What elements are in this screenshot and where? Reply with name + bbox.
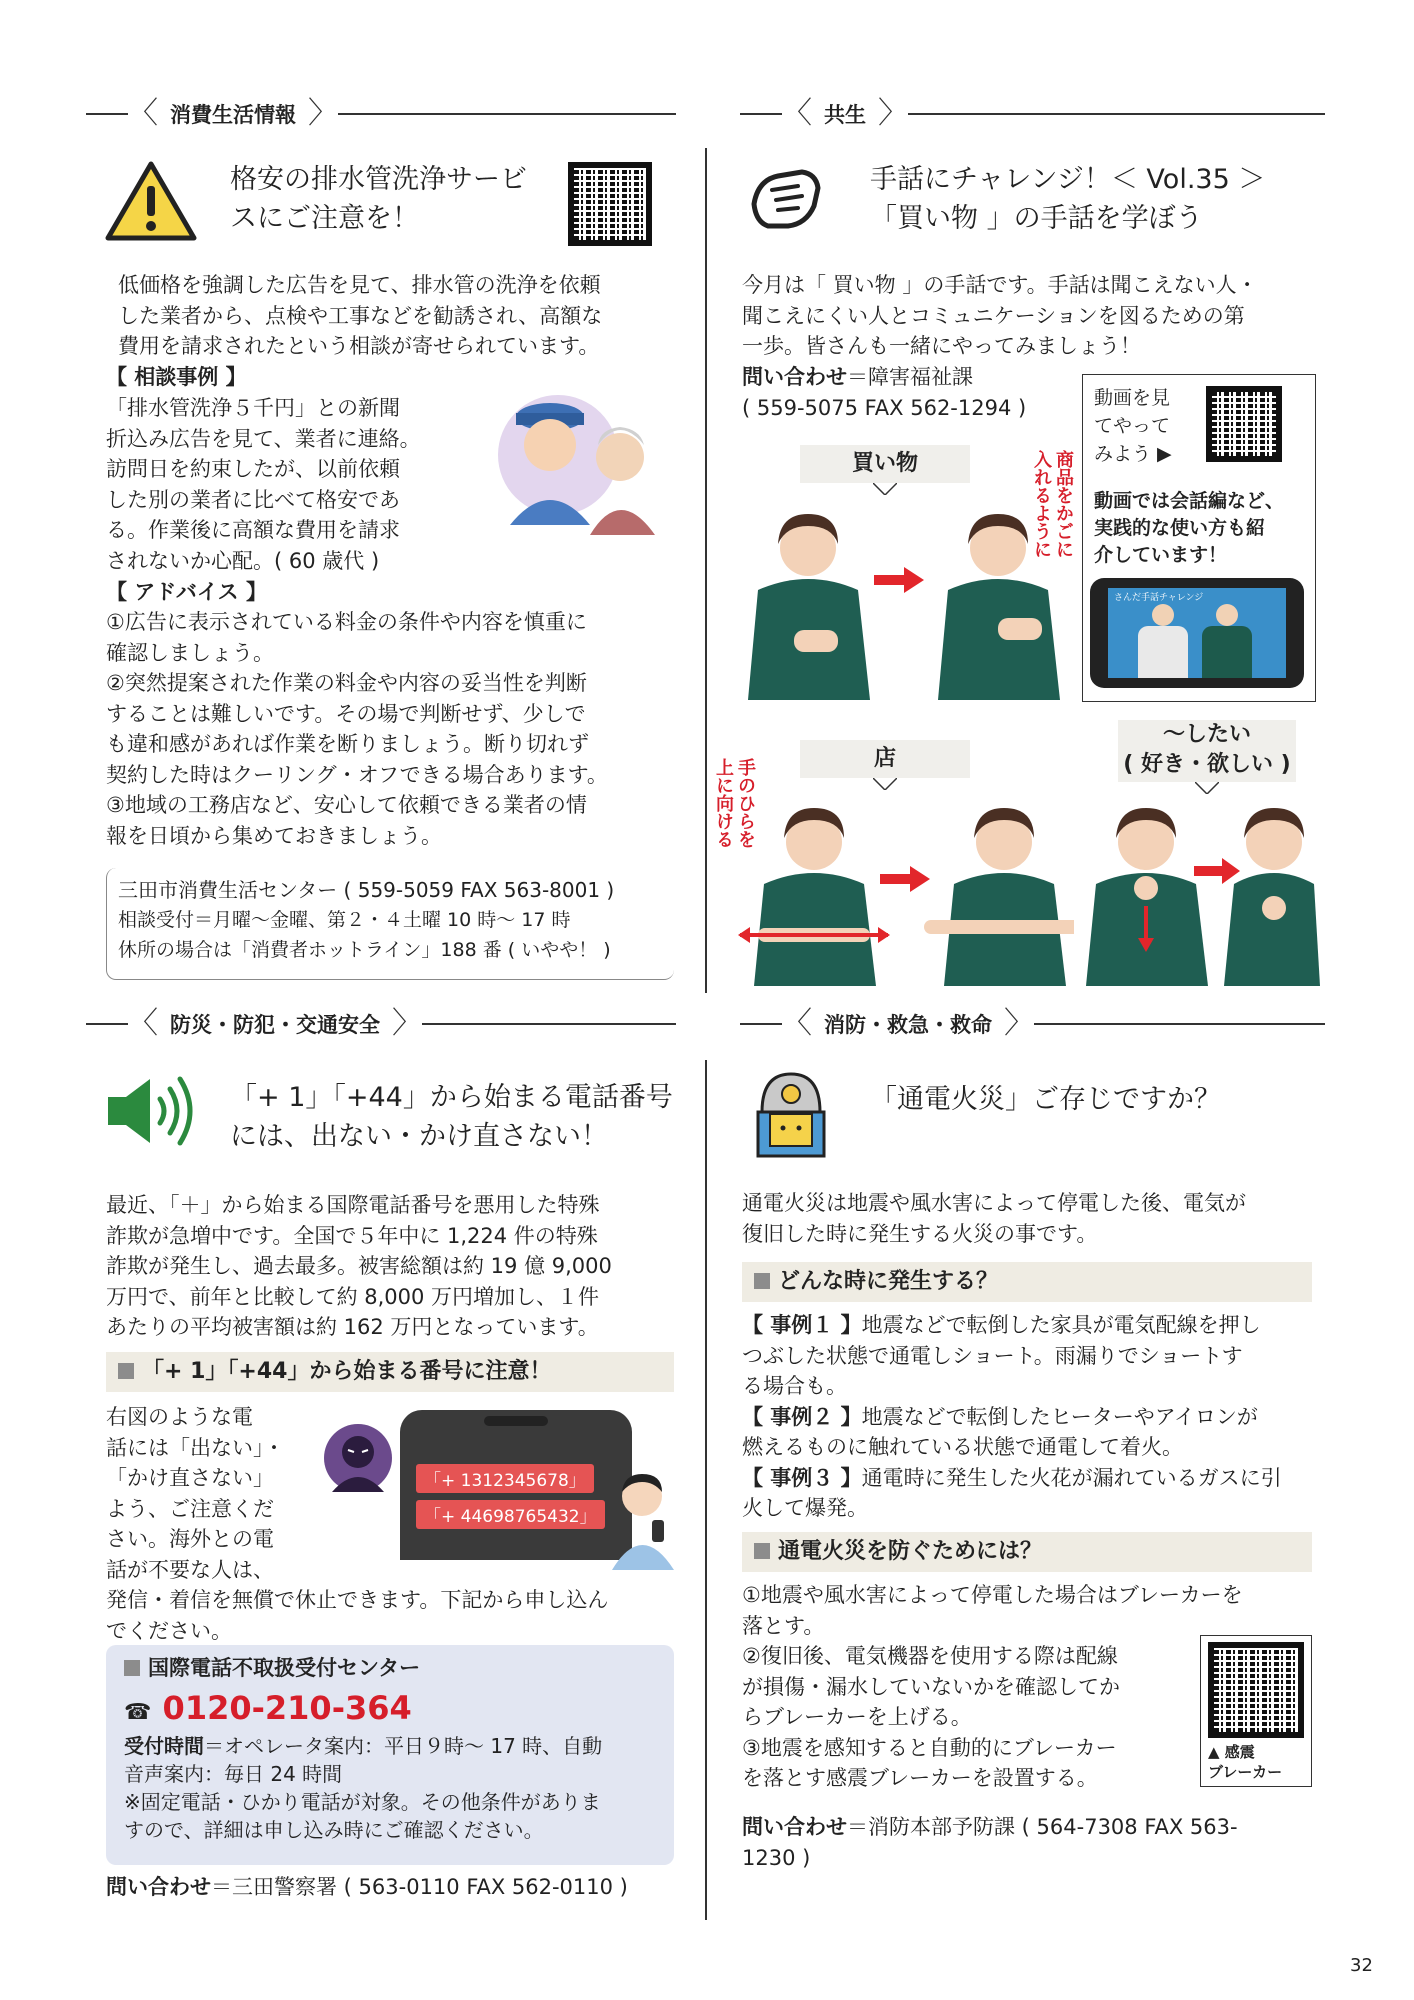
shobo-cases: 【 事例１ 】地震などで転倒した家具が電気配線を押し つぶした状態で通電しショート。雨漏りでショートす る場合も。 【 事例２ 】地震などで転倒したヒーターやアイロンが 燃えるものに触れている状態で通電して着火。 【 事例３ 】通電時に発生した火花が漏れているガスに引 火して爆発。 bbox=[742, 1313, 1282, 1520]
advice-text: ①広告に表示されている料金の条件や内容を慎重に 確認しましょう。 ②突然提案された作業の料金や内容の妥当性を判断 することは難しいです。その場で判断せず、少しで も違和感があれば作業を断りましょう。断り切れず 契約した時はクーリング・オフできる場合あります。 ③地域の工務店など、安心して依頼できる業者の情 報を日頃から集めておきましょう。 bbox=[106, 610, 608, 848]
section-header-bousai: 〈 防災・防犯・交通安全 〉 bbox=[86, 1004, 676, 1044]
qr-code[interactable] bbox=[568, 162, 652, 246]
qr-code[interactable] bbox=[1208, 1642, 1304, 1738]
case-text: 「排水管洗浄５千円」との新聞 折込み広告を見て、業者に連絡。 訪問日を約束したが、以前依頼 した別の業者に比べて格安であ る。作業後に高額な費用を請求 されないか心配。( 60 歳代 ) bbox=[106, 396, 421, 573]
sign1-note: 商品をかごに 入れるように bbox=[1031, 450, 1074, 558]
consumer-contact: 三田市消費生活センター ( 559-5059 FAX 563-8001 ) 相談受付＝月曜～金曜、第２・４土曜 10 時～ 17 時 休所の場合は「消費者ホットライン」188 番 ( いやや！ ) bbox=[118, 878, 615, 961]
bousai-contact: 問い合わせ＝三田警察署 ( 563-0110 FAX 562-0110 ) bbox=[106, 1875, 628, 1899]
bousai-subhead: 「+ 1」「+44」から始まる番号に注意！ bbox=[106, 1352, 674, 1392]
kyosei-intro: 今月は「 買い物 」の手話です。手話は聞こえない人・ 聞こえにくい人とコミュニケーションを図るための第 一歩。皆さんも一緒にやってみましょう！ bbox=[742, 273, 1258, 358]
phone-icon: ☎ bbox=[124, 1700, 152, 1725]
incoming-number-1: 「+ 1312345678」 bbox=[416, 1464, 594, 1493]
phone-caption: さんだ手話チャレンジ bbox=[1114, 593, 1204, 603]
page-number: 32 bbox=[1350, 1955, 1373, 1976]
warning-icon bbox=[104, 158, 198, 242]
bullet-square bbox=[754, 1273, 770, 1289]
kyosei-contact: 問い合わせ＝障害福祉課 bbox=[742, 365, 973, 389]
red-arrow bbox=[874, 567, 924, 593]
speaker-icon bbox=[106, 1075, 196, 1147]
center-phone[interactable]: ☎ 0120-210-364 bbox=[124, 1689, 412, 1727]
shobo-intro: 通電火災は地震や風水害によって停電した後、電気が 復旧した時に発生する火災の事です。 bbox=[742, 1191, 1246, 1246]
red-arrow bbox=[1194, 858, 1240, 884]
pointer bbox=[873, 778, 897, 790]
column-divider bbox=[705, 1060, 707, 1920]
handshake-icon bbox=[748, 160, 828, 236]
man-on-phone-icon bbox=[608, 1470, 678, 1570]
shobo-subhead-2: 通電火災を防ぐためには？ bbox=[742, 1532, 1312, 1572]
kyosei-contact-phone: ( 559-5075 FAX 562-1294 ) bbox=[742, 396, 1027, 420]
sign-photo-kaimono bbox=[728, 500, 1068, 700]
advice-heading: 【 アドバイス 】 bbox=[106, 580, 267, 604]
sign-photo-shitai bbox=[1082, 796, 1322, 986]
phone-illustration bbox=[400, 1410, 632, 1560]
consumer-intro: 低価格を強調した広告を見て、排水管の洗浄を依頼 した業者から、点検や工事などを勧誘され、高額な 費用を請求されたという相談が寄せられています。 bbox=[118, 273, 603, 358]
pointer bbox=[1195, 782, 1219, 794]
consultation-illustration bbox=[490, 385, 670, 535]
sign-photo-mise bbox=[734, 796, 1074, 986]
section-header-kyosei: 〈 共生 〉 bbox=[740, 94, 1325, 134]
firefighter-icon bbox=[748, 1068, 834, 1160]
bullet-square bbox=[754, 1543, 770, 1559]
section-title: 共生 bbox=[824, 103, 866, 127]
video-box-text: 動画を見 てやって みよう ▶ bbox=[1094, 387, 1172, 465]
shobo-prevent: ①地震や風水害によって停電した場合はブレーカーを 落とす。 ②復旧後、電気機器を使用する際は配線 が損傷・漏水していないかを確認してか らブレーカーを上げる。 ③地震を感知すると自動的にブレーカー を落とす感震ブレーカーを設置する。 bbox=[742, 1583, 1243, 1790]
shobo-subhead-1: どんな時に発生する？ bbox=[742, 1262, 1312, 1302]
section-header-consumer: 〈 消費生活情報 〉 bbox=[86, 94, 676, 134]
sign-label-kaimono: 買い物 bbox=[800, 445, 970, 483]
shobo-title: 「通電火災」ご存じですか？ bbox=[870, 1084, 1221, 1115]
sign-label-shitai: ～したい ( 好き・欲しい ) bbox=[1118, 720, 1296, 782]
bousai-intro: 最近、「＋」から始まる国際電話番号を悪用した特殊 詐欺が急増中です。全国で５年中に 1,224 件の特殊 詐欺が発生し、過去最多。被害総額は約 19 億 9,000 万円で、前年と比較して約 8,000 万円増加し、１件 あたりの平均被害額は約 162 万円となっています。 bbox=[106, 1193, 612, 1339]
center-name: 国際電話不取扱受付センター bbox=[124, 1652, 420, 1684]
pointer bbox=[873, 483, 897, 495]
case-heading: 【 相談事例 】 bbox=[106, 365, 247, 389]
bousai-note-2: 発信・着信を無償で休止できます。下記から申し込ん でください。 bbox=[106, 1588, 609, 1643]
incoming-number-2: 「+ 44698765432」 bbox=[416, 1500, 605, 1529]
consumer-title: 格安の排水管洗浄サービ スにご注意を！ bbox=[230, 164, 527, 234]
sign2-note: 手のひらを 上に向ける bbox=[713, 758, 756, 848]
kyosei-title: 手話にチャレンジ！＜ Vol.35 ＞ 「買い物 」の手話を学ぼう bbox=[870, 164, 1266, 234]
section-title: 消費生活情報 bbox=[170, 103, 296, 127]
red-arrow bbox=[880, 866, 930, 892]
shobo-contact: 問い合わせ＝消防本部予防課 ( 564-7308 FAX 563- 1230 ) bbox=[742, 1815, 1238, 1870]
scammer-icon bbox=[318, 1418, 398, 1498]
center-hours: 受付時間＝オペレータ案内：平日９時～ 17 時、自動 音声案内：毎日 24 時間 ※固定電話・ひかり電話が対象。その他条件がありま すので、詳細は申し込み時にご確認ください。 bbox=[124, 1734, 603, 1842]
section-title: 防災・防犯・交通安全 bbox=[170, 1013, 380, 1037]
video-note: 動画では会話編など、 実践的な使い方も紹 介しています！ bbox=[1094, 490, 1285, 566]
bousai-note: 右図のような電 話には「出ない」・ 「かけ直さない」 よう、ご注意くだ さい。海外との電 話が不要な人は、 bbox=[106, 1405, 285, 1582]
qr-code[interactable] bbox=[1206, 386, 1282, 462]
bullet-square bbox=[118, 1363, 134, 1379]
sign-label-mise: 店 bbox=[800, 740, 970, 778]
section-header-shobo: 〈 消防・救急・救命 〉 bbox=[740, 1004, 1325, 1044]
phone-mockup bbox=[1090, 578, 1304, 688]
bousai-title: 「+ 1」「+44」から始まる電話番号 には、出ない・かけ直さない！ bbox=[230, 1082, 673, 1152]
column-divider bbox=[705, 148, 707, 993]
qr-label: ▲ 感震 ブレーカー bbox=[1208, 1743, 1283, 1781]
section-title: 消防・救急・救命 bbox=[824, 1013, 992, 1037]
